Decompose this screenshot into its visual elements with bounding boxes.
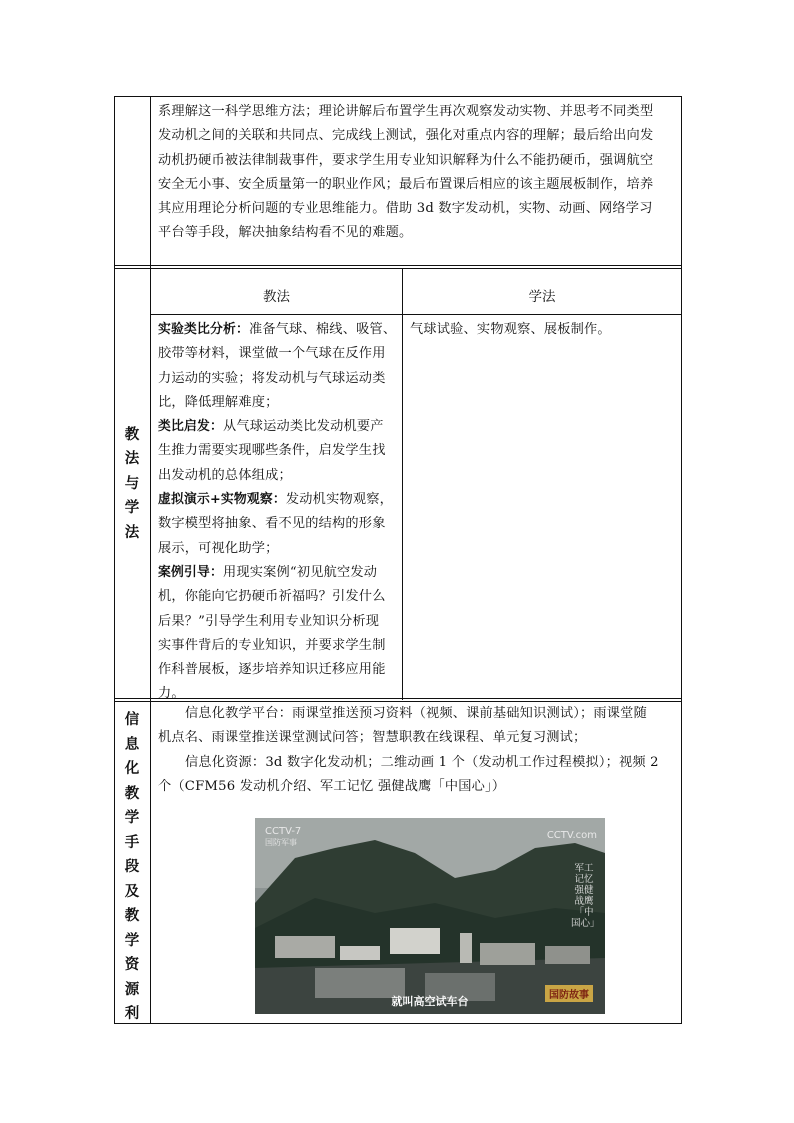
side-char: 化	[124, 761, 140, 777]
channel-logo	[265, 826, 301, 848]
info-line: 个（CFM56 发动机介绍、军工记忆 强健战鹰「中国心」）	[158, 778, 506, 794]
side-char: 利	[124, 1006, 140, 1022]
side-char: 法	[124, 451, 140, 468]
method-line: 用现实案例“初见航空发动	[222, 564, 378, 580]
side-char: 教	[124, 785, 140, 802]
info-content	[158, 702, 678, 799]
side-char: 学	[124, 500, 140, 517]
header-divider	[150, 314, 682, 315]
method-line: 比，降低理解难度；	[158, 394, 279, 410]
method-line: 力运动的实验；将发动机与气球运动类	[158, 370, 386, 386]
teaching-method-content	[158, 318, 402, 707]
text-line: 系理解这一科学思维方法；理论讲解后布置学生再次观察发动实物、并思考不同类型	[158, 104, 654, 119]
method-title: 虚拟演示+实物观察：	[158, 492, 286, 508]
side-char: 教	[124, 908, 140, 924]
text-line: 平台等手段，解决抽象结构看不见的难题。	[158, 225, 413, 241]
side-char: 学	[124, 932, 140, 949]
text-line: 其应用理论分析问题的专业思维能力。借助 3d 数字发动机，实物、动画、网络学习	[158, 201, 653, 217]
method-line: 胶带等材料，课堂做一个气球在反作用	[158, 346, 386, 362]
side-char: 教	[124, 426, 140, 443]
method-line: 实事件背后的专业知识，并要求学生制	[158, 637, 386, 653]
side-char: 信	[124, 712, 140, 728]
table-border-right	[681, 96, 682, 1024]
side-column-divider	[150, 96, 151, 1024]
channel-subtitle: 国防军事	[265, 838, 297, 847]
text-line: 发动机之间的关联和共同点、完成线上测试，强化对重点内容的理解；最后给出向发	[158, 128, 654, 144]
side-char: 学	[124, 810, 140, 826]
program-badge: 国防故事	[545, 985, 593, 1002]
method-line: 出发动机的总体组成；	[158, 467, 292, 483]
learning-method-header: 学法	[528, 289, 556, 305]
side-char: 法	[124, 524, 140, 541]
method-title: 案例引导：	[158, 564, 223, 580]
table-border-bottom	[114, 1023, 682, 1024]
cctv-watermark: CCTV.com	[546, 830, 597, 841]
design-description	[158, 100, 678, 246]
info-line: 信息化资源：3d 数字化发动机；二维动画 1 个（发动机工作过程模拟）；视频 2	[185, 754, 659, 770]
method-title: 实验类比分析：	[158, 322, 249, 337]
info-line: 信息化教学平台：雨课堂推送预习资料（视频、课前基础知识测试）；雨课堂随	[185, 706, 647, 721]
side-char: 源	[124, 981, 140, 998]
program-title-vertical: 军工记忆 强健战鹰「中国心」	[571, 863, 600, 929]
video-subtitle: 就叫高空试车台	[391, 995, 469, 1008]
side-char: 及	[124, 883, 140, 900]
method-line: 作科普展板，逐步培养知识迁移应用能	[158, 662, 386, 678]
method-block	[158, 415, 402, 488]
method-line: 后果？”引导学生利用专业知识分析现	[158, 613, 380, 629]
method-block	[158, 318, 402, 415]
row-divider-1b	[114, 268, 682, 269]
method-title: 类比启发：	[158, 419, 223, 435]
info-side-label	[114, 702, 150, 1030]
text-line: 安全无小事、安全质量第一的职业作风；最后布置课后相应的该主题展板制作，培养	[158, 176, 654, 192]
method-line: 展示，可视化助学；	[158, 540, 279, 556]
side-char: 资	[124, 957, 140, 973]
teaching-method-header: 教法	[263, 289, 290, 305]
side-char: 段	[124, 859, 140, 875]
method-line: 数字模型将抽象、看不见的结构的形象	[158, 516, 386, 532]
side-char: 息	[124, 736, 140, 753]
method-line: 生推力需要实现哪些条件，启发学生找	[158, 443, 386, 459]
method-block	[158, 488, 402, 561]
method-block	[158, 561, 402, 707]
video-screenshot	[255, 818, 605, 1014]
row-divider-1a	[114, 265, 682, 266]
method-line: 机，你能向它扔硬币祈福吗？引发什么	[158, 589, 386, 605]
info-line: 机点名、雨课堂推送课堂测试问答；智慧职教在线课程、单元复习测试；	[158, 730, 587, 746]
learning-method-content: 气球试验、实物观察、展板制作。	[410, 322, 611, 337]
method-line: 准备气球、棉线、吸管、	[248, 322, 397, 337]
method-line: 发动机实物观察，	[285, 492, 394, 508]
methods-side-label	[114, 268, 150, 700]
side-char: 与	[124, 475, 140, 492]
method-line: 从气球运动类比发动机要产	[222, 419, 384, 435]
method-line: 力。	[158, 686, 185, 702]
channel-name: CCTV-7	[265, 826, 302, 837]
text-line: 动机扔硬币被法律制裁事件，要求学生用专业知识解释为什么不能扔硬币，强调航空	[158, 152, 654, 168]
lesson-plan-table	[114, 96, 682, 1024]
side-char: 手	[124, 834, 140, 851]
method-column-divider	[402, 268, 403, 700]
table-border-top	[114, 96, 682, 97]
